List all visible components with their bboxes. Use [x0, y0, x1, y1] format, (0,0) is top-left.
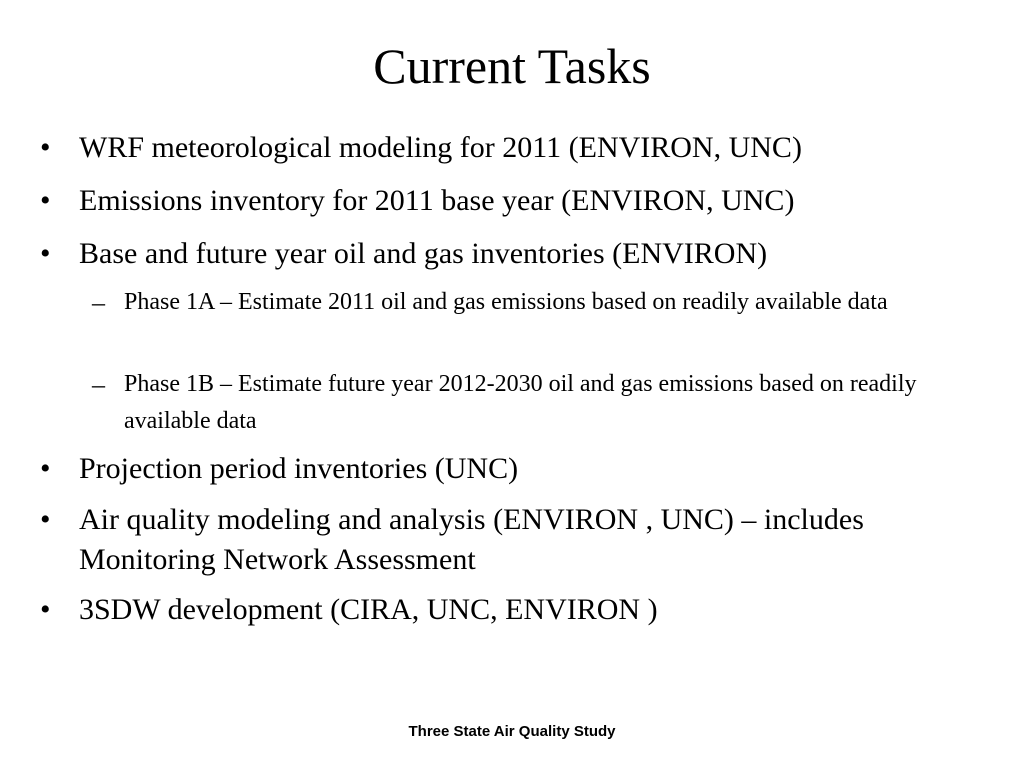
bullet-marker: • [40, 237, 51, 270]
bullet-marker: • [40, 593, 51, 626]
sub-bullet-text: Phase 1B – Estimate future year 2012-2030 oil and gas emissions based on readily available data [124, 371, 917, 434]
bullet-text: Projection period inventories (UNC) [79, 452, 519, 485]
bullet-text: WRF meteorological modeling for 2011 (ENVIRON, UNC) [79, 131, 802, 164]
bullet-text: Air quality modeling and analysis (ENVIRON , UNC) – includes Monitoring Network Assessment [79, 503, 864, 576]
bullet-marker: • [40, 184, 51, 217]
slide-footer: Three State Air Quality Study [408, 723, 616, 740]
bullet-text: Emissions inventory for 2011 base year (ENVIRON, UNC) [79, 184, 795, 217]
bullet-text: 3SDW development (CIRA, UNC, ENVIRON ) [79, 593, 658, 626]
sub-bullet-text: Phase 1A – Estimate 2011 oil and gas emissions based on readily available data [124, 289, 888, 315]
slide-title: Current Tasks [373, 38, 651, 94]
sub-bullet-marker: – [92, 288, 105, 317]
bullet-marker: • [40, 452, 51, 485]
bullet-text: Base and future year oil and gas inventories (ENVIRON) [79, 237, 768, 270]
sub-bullet-marker: – [92, 370, 105, 399]
bullet-marker: • [40, 131, 51, 164]
bullet-marker: • [40, 503, 51, 536]
